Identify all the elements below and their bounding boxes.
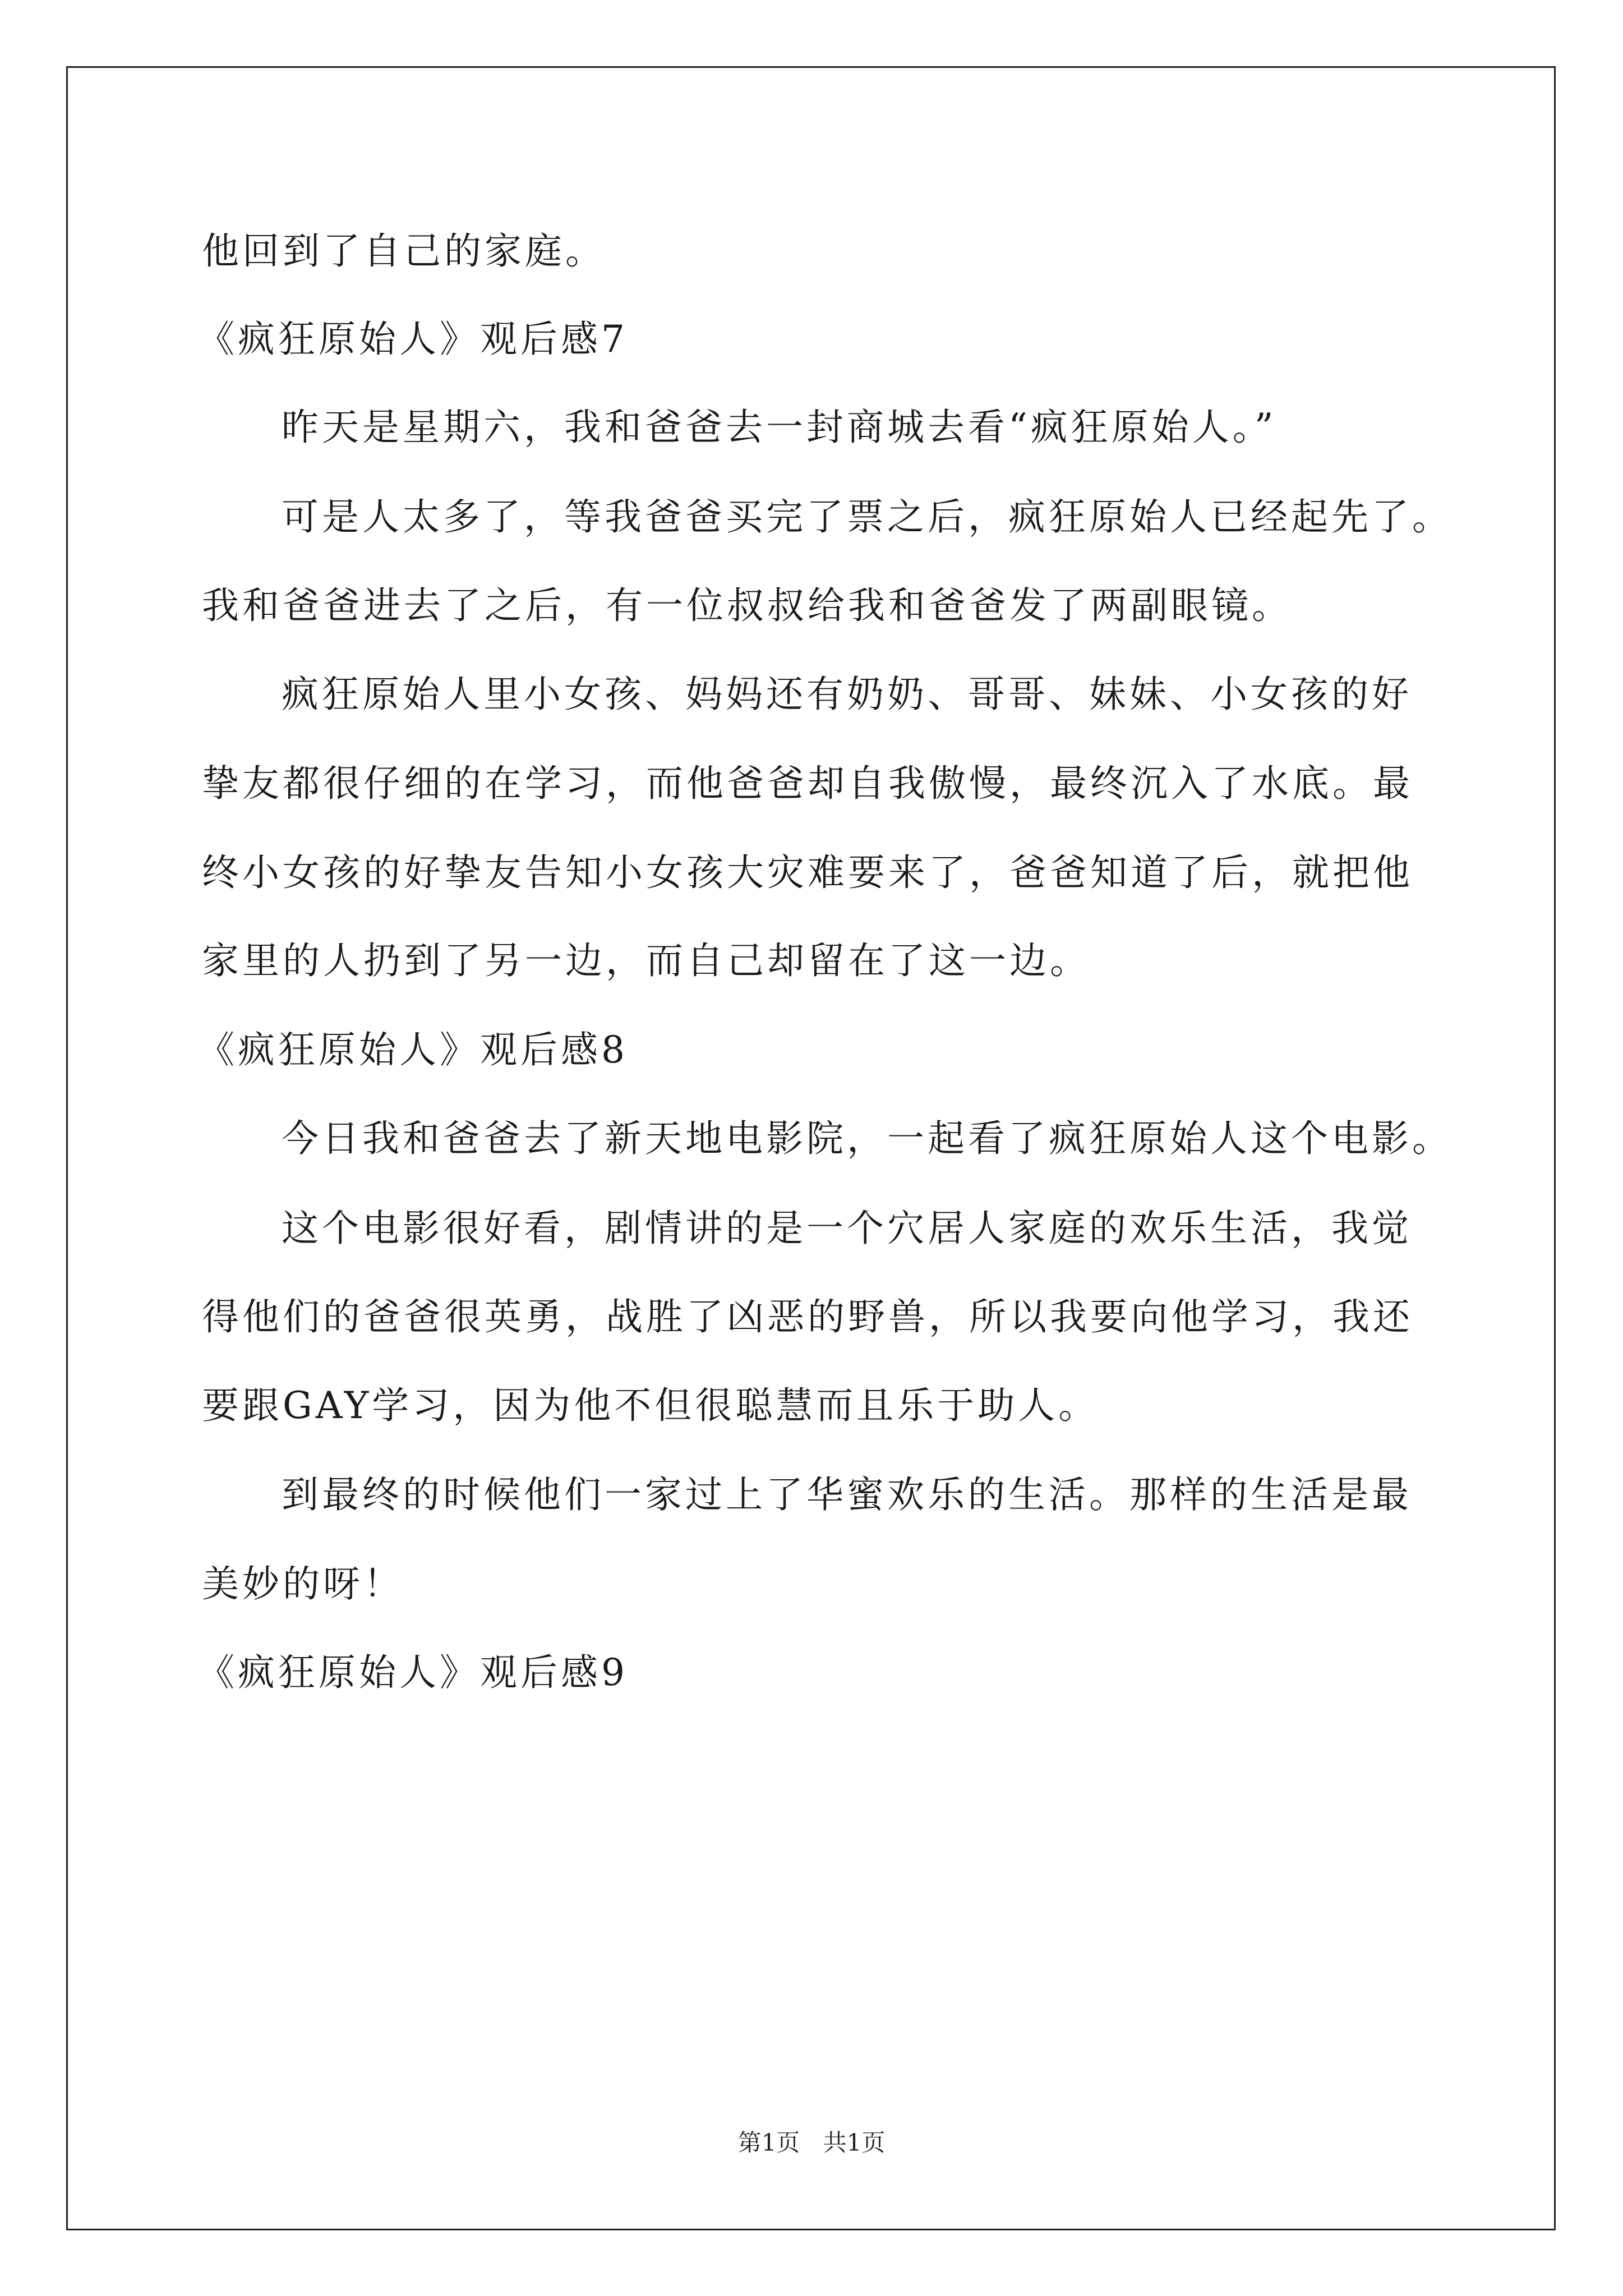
page-number: 第1页 bbox=[737, 2129, 800, 2156]
body-line: 美妙的呀！ bbox=[202, 1562, 404, 1605]
paragraph-start: 可是人太多了，等我爸爸买完了票之后，疯狂原始人已经起先了。 bbox=[282, 495, 1453, 539]
body-line: 我和爸爸进去了之后，有一位叔叔给我和爸爸发了两副眼镜。 bbox=[202, 584, 1292, 627]
section-heading: 《疯狂原始人》观后感8 bbox=[197, 1028, 628, 1071]
section-heading: 《疯狂原始人》观后感7 bbox=[197, 318, 628, 361]
section-heading: 《疯狂原始人》观后感9 bbox=[197, 1651, 628, 1694]
paragraph-start: 今日我和爸爸去了新天地电影院，一起看了疯狂原始人这个电影。 bbox=[282, 1117, 1453, 1160]
paragraph-start: 到最终的时候他们一家过上了华蜜欢乐的生活。那样的生活是最 bbox=[282, 1473, 1412, 1516]
body-line: 他回到了自己的家庭。 bbox=[202, 229, 606, 273]
body-line: 要跟GAY学习，因为他不但很聪慧而且乐于助人。 bbox=[202, 1384, 1099, 1427]
body-line: 家里的人扔到了另一边，而自己却留在了这一边。 bbox=[202, 939, 1090, 982]
paragraph-start: 这个电影很好看，剧情讲的是一个穴居人家庭的欢乐生活，我觉 bbox=[282, 1207, 1412, 1250]
body-line: 终小女孩的好挚友告知小女孩大灾难要来了，爸爸知道了后，就把他 bbox=[202, 851, 1413, 894]
body-line: 得他们的爸爸很英勇，战胜了凶恶的野兽，所以我要向他学习，我还 bbox=[202, 1295, 1413, 1338]
page-footer bbox=[0, 2129, 1623, 2157]
body-line: 挚友都很仔细的在学习，而他爸爸却自我傲慢，最终沉入了水底。最 bbox=[202, 762, 1413, 805]
paragraph-start: 昨天是星期六，我和爸爸去一封商城去看“疯狂原始人。” bbox=[282, 406, 1277, 449]
paragraph-start: 疯狂原始人里小女孩、妈妈还有奶奶、哥哥、妹妹、小女孩的好 bbox=[282, 673, 1412, 716]
page-total: 共1页 bbox=[823, 2129, 886, 2156]
